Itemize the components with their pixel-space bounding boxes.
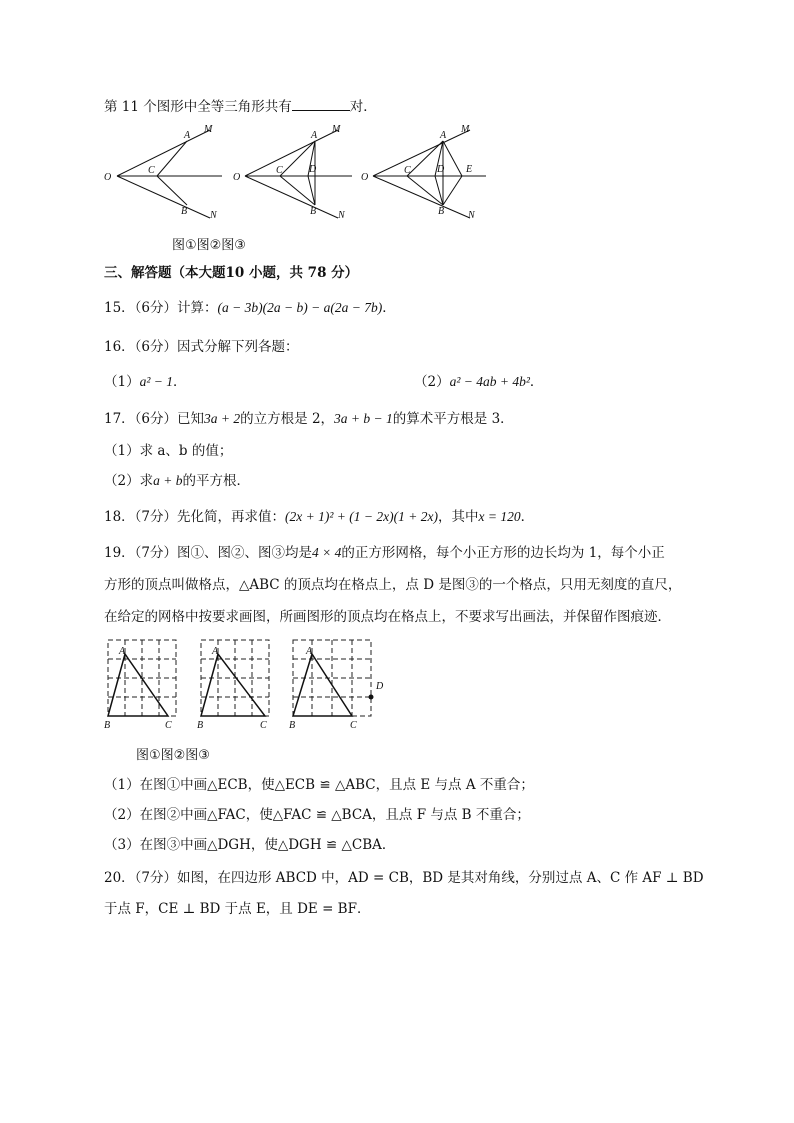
label-O: O <box>104 172 112 183</box>
label-B: B <box>438 206 445 217</box>
question-19-line-3: 在给定的网格中按要求画图，所画图形的顶点均在格点上，不要求写出画法，并保留作图痕迹． <box>104 609 671 625</box>
label-A: A <box>440 130 447 141</box>
q16-p1-expression: a² − 1 <box>139 374 174 389</box>
label-N: N <box>338 210 345 221</box>
svg-text:C: C <box>165 720 172 731</box>
svg-text:B: B <box>197 720 204 731</box>
question-15: 15．（6分）计算：(a − 3b)(2a − b) − a(2a − 7b)． <box>104 300 396 316</box>
question-19-line-1: 19．（7分）图①、图②、图③均是4 × 4的正方形网格，每个小正方形的边长均为 1，每个小正 <box>104 545 665 561</box>
section-3-heading: 三、解答题（本大题10 小题，共 78 分） <box>104 265 359 281</box>
label-D: D <box>309 164 317 175</box>
question-19-part-1: （1）在图①中画△ECB，使△ECB ≌ △ABC，且点 E 与点 A 不重合； <box>104 777 534 793</box>
svg-text:B: B <box>104 720 111 731</box>
label-B: B <box>181 206 188 217</box>
figure-caption-top: 图①图②图③ <box>172 238 246 253</box>
question-20-line-1: 20．（7分）如图，在四边形 ABCD 中，AD = CB，BD 是其对角线，分别过点 A、C 作 AF ⊥ BD <box>104 870 704 886</box>
q16-p2-expression: a² − 4ab + 4b² <box>449 374 530 389</box>
svg-text:A: A <box>306 646 313 657</box>
svg-text:D: D <box>376 681 384 692</box>
question-19-part-2: （2）在图②中画△FAC，使△FAC ≌ △BCA，且点 F 与点 B 不重合； <box>104 807 530 823</box>
label-O: O <box>361 172 369 183</box>
label-O: O <box>233 172 241 183</box>
svg-text:A: A <box>119 646 126 657</box>
question-14-tail <box>104 98 377 116</box>
svg-text:C: C <box>260 720 267 731</box>
label-B: B <box>310 206 317 217</box>
question-17-part-1: （1）求 a、b 的值； <box>104 443 233 459</box>
label-C: C <box>276 165 283 176</box>
angle-figures <box>100 122 500 224</box>
svg-text:B: B <box>289 720 296 731</box>
question-20-line-2: 于点 F，CE ⊥ BD 于点 E，且 DE = BF． <box>104 901 371 917</box>
grid-figures <box>100 636 400 732</box>
label-C: C <box>404 165 411 176</box>
q14-text: 第 11 个图形中全等三角形共有 <box>104 99 292 115</box>
question-17-part-2: （2）求a + b的平方根． <box>104 473 250 489</box>
label-C: C <box>148 165 155 176</box>
label-N: N <box>210 210 217 221</box>
q18-expression: (2x + 1)² + (1 − 2x)(1 + 2x) <box>285 509 438 524</box>
q14-text-end: 对． <box>349 99 377 115</box>
label-A: A <box>184 130 191 141</box>
label-M: M <box>461 124 470 135</box>
question-19-part-3: （3）在图③中画△DGH，使△DGH ≌ △CBA． <box>104 837 396 853</box>
question-17-stem: 17．（6分）已知3a + 2的立方根是 2，3a + b − 1的算术平方根是 3． <box>104 411 514 427</box>
label-D: D <box>437 164 445 175</box>
point-D <box>369 695 374 700</box>
question-19-line-2: 方形的顶点叫做格点，△ABC 的顶点均在格点上，点 D 是图③的一个格点，只用无刻度的直尺， <box>104 577 682 593</box>
label-M: M <box>204 124 213 135</box>
svg-text:A: A <box>212 646 219 657</box>
figure-caption-grids: 图①图②图③ <box>136 748 210 763</box>
label-N: N <box>468 210 475 221</box>
svg-text:C: C <box>350 720 357 731</box>
answer-blank[interactable] <box>292 98 350 111</box>
q15-expression: (a − 3b)(2a − b) − a(2a − 7b) <box>217 300 383 315</box>
label-E: E <box>466 164 473 175</box>
question-16-part-2: （2）a² − 4ab + 4b²． <box>414 374 544 390</box>
label-A: A <box>311 130 318 141</box>
label-M: M <box>332 124 341 135</box>
question-16-part-1: （1）a² − 1． <box>104 374 187 390</box>
question-16-stem: 16．（6分）因式分解下列各题： <box>104 339 299 355</box>
question-18: 18．（7分）先化简，再求值：(2x + 1)² + (1 − 2x)(1 + 2x)，其中x = 120． <box>104 509 535 525</box>
